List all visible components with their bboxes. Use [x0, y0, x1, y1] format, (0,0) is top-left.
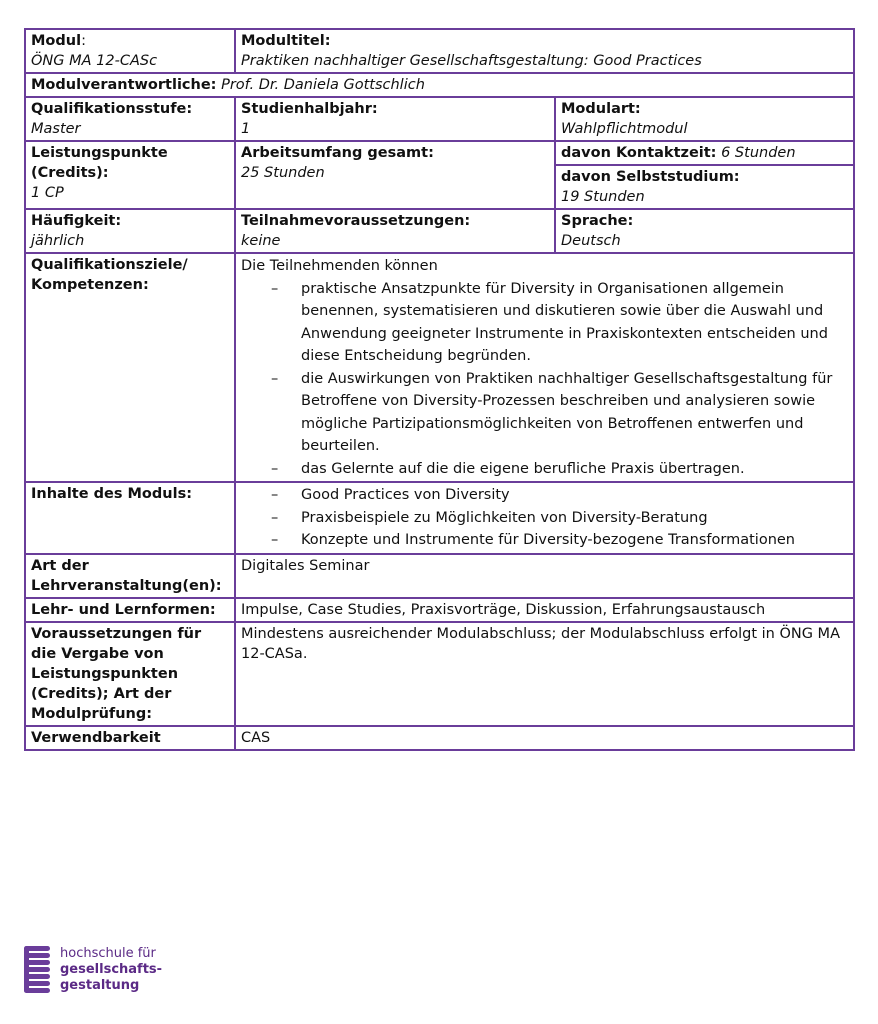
sprache-value: Deutsch	[561, 233, 621, 249]
inhalte-label: Inhalte des Moduls:	[31, 486, 192, 502]
cell-qualifikationsziele	[235, 253, 854, 482]
cell-verwendbarkeit-label	[25, 726, 235, 750]
cell-verwendbarkeit	[235, 726, 854, 750]
qualifikationsstufe-value: Master	[31, 121, 81, 137]
logo-mark-icon	[24, 946, 50, 998]
cell-inhalte-label	[25, 482, 235, 554]
logo-line-1: hochschule für	[60, 946, 156, 961]
cell-modulart	[555, 97, 854, 141]
list-item: – praktische Ansatzpunkte für Diversity in Organisationen allgemein benennen, systematisieren und diskutieren sowie über die Auswahl und Anwendung geeigneter Instrumente in Praxiskontexten entscheiden und diese Entscheidung begründen.	[271, 278, 849, 368]
selbststudium-label: davon Selbststudium:	[561, 169, 740, 185]
qualifikationsziele-label: Qualifikationsziele/ Kompetenzen:	[31, 257, 188, 293]
verwendbarkeit-value: CAS	[241, 729, 271, 746]
teilnahme-label: Teilnahmevoraussetzungen:	[241, 213, 471, 229]
row-lehrformen	[25, 598, 854, 622]
institution-logo	[24, 946, 162, 998]
row-voraussetzungen	[25, 622, 854, 726]
arbeitsumfang-value: 25 Stunden	[241, 165, 325, 181]
list-item: – Konzepte und Instrumente für Diversity-bezogene Transformationen	[271, 529, 849, 552]
leistungspunkte-label: Leistungspunkte (Credits):	[31, 145, 168, 181]
cell-studienhalbjahr	[235, 97, 555, 141]
cell-leistungspunkte	[25, 141, 235, 209]
verwendbarkeit-label: Verwendbarkeit	[31, 729, 161, 746]
logo-line-3: gestaltung	[60, 978, 140, 993]
lehrformen-value: Impulse, Case Studies, Praxisvorträge, Diskussion, Erfahrungsaustausch	[241, 601, 766, 618]
list-item: – Good Practices von Diversity	[271, 484, 849, 507]
module-table	[24, 28, 855, 751]
cell-voraussetzungen	[235, 622, 854, 726]
row-lehrveranstaltung	[25, 554, 854, 598]
row-qualifikationsziele	[25, 253, 854, 482]
cell-voraussetzungen-label	[25, 622, 235, 726]
lehrveranstaltung-label: Art der Lehrveranstaltung(en):	[31, 557, 222, 594]
logo-text	[60, 946, 162, 994]
kontaktzeit-value: 6 Stunden	[721, 145, 796, 161]
cell-selbststudium	[555, 165, 854, 209]
cell-lehrveranstaltung	[235, 554, 854, 598]
row-haeufigkeit	[25, 209, 854, 253]
lehrformen-label: Lehr- und Lernformen:	[31, 601, 216, 618]
row-verwendbarkeit	[25, 726, 854, 750]
row-modul	[25, 29, 854, 73]
list-item: – Praxisbeispiele zu Möglichkeiten von Diversity-Beratung	[271, 507, 849, 530]
sprache-label: Sprache:	[561, 213, 634, 229]
cell-sprache	[555, 209, 854, 253]
cell-lehrformen-label	[25, 598, 235, 622]
logo-line-2: gesellschafts-	[60, 962, 163, 977]
list-item: – die Auswirkungen von Praktiken nachhaltiger Gesellschaftsgestaltung für Betroffene von Diversity-Prozessen beschreiben und analysieren sowie mögliche Partizipationsmöglichkeiten von Betroffenen entwerfen und beurteilen.	[271, 368, 849, 458]
cell-teilnahme	[235, 209, 555, 253]
studienhalbjahr-label: Studienhalbjahr:	[241, 101, 378, 117]
selbststudium-value: 19 Stunden	[561, 189, 645, 205]
teilnahme-value: keine	[241, 233, 281, 249]
cell-qualifikationsziele-label	[25, 253, 235, 482]
row-verantwortliche	[25, 73, 854, 97]
cell-lehrveranstaltung-label	[25, 554, 235, 598]
voraussetzungen-label: Voraussetzungen für die Vergabe von Leistungspunkten (Credits); Art der Modulprüfung:	[31, 625, 202, 722]
inhalte-list	[241, 484, 849, 552]
cell-modultitel	[235, 29, 854, 73]
row-credits-a	[25, 141, 854, 165]
modultitel-value: Praktiken nachhaltiger Gesellschaftsgestaltung: Good Practices	[241, 53, 702, 69]
haeufigkeit-value: jährlich	[31, 233, 85, 249]
cell-verantwortliche	[25, 73, 854, 97]
voraussetzungen-value: Mindestens ausreichender Modulabschluss; der Modulabschluss erfolgt in ÖNG MA 12-CASa.	[241, 625, 840, 662]
qualifikationsziele-intro: Die Teilnehmenden können	[241, 258, 438, 274]
row-stufe	[25, 97, 854, 141]
cell-inhalte	[235, 482, 854, 554]
studienhalbjahr-value: 1	[241, 121, 251, 137]
lehrveranstaltung-value: Digitales Seminar	[241, 557, 370, 574]
cell-qualifikationsstufe	[25, 97, 235, 141]
cell-arbeitsumfang	[235, 141, 555, 209]
cell-modul: Modul: ÖNG MA 12-CASc	[25, 29, 235, 73]
modul-value: ÖNG MA 12-CASc	[31, 53, 158, 69]
arbeitsumfang-label: Arbeitsumfang gesamt:	[241, 145, 434, 161]
haeufigkeit-label: Häufigkeit:	[31, 213, 122, 229]
cell-haeufigkeit	[25, 209, 235, 253]
qualifikationsstufe-label: Qualifikationsstufe:	[31, 101, 193, 117]
leistungspunkte-value: 1 CP	[31, 185, 64, 201]
modulart-value: Wahlpflichtmodul	[561, 121, 688, 137]
modul-label: Modul	[31, 33, 82, 49]
verantwortliche-label: Modulverantwortliche:	[31, 77, 217, 93]
modultitel-label: Modultitel:	[241, 33, 331, 49]
modulart-label: Modulart:	[561, 101, 641, 117]
cell-kontaktzeit	[555, 141, 854, 165]
cell-lehrformen	[235, 598, 854, 622]
kontaktzeit-label: davon Kontaktzeit:	[561, 145, 717, 161]
verantwortliche-value: Prof. Dr. Daniela Gottschlich	[221, 77, 425, 93]
row-inhalte	[25, 482, 854, 554]
list-item: – das Gelernte auf die die eigene berufliche Praxis übertragen.	[271, 458, 849, 481]
qualifikationsziele-list	[241, 278, 849, 481]
